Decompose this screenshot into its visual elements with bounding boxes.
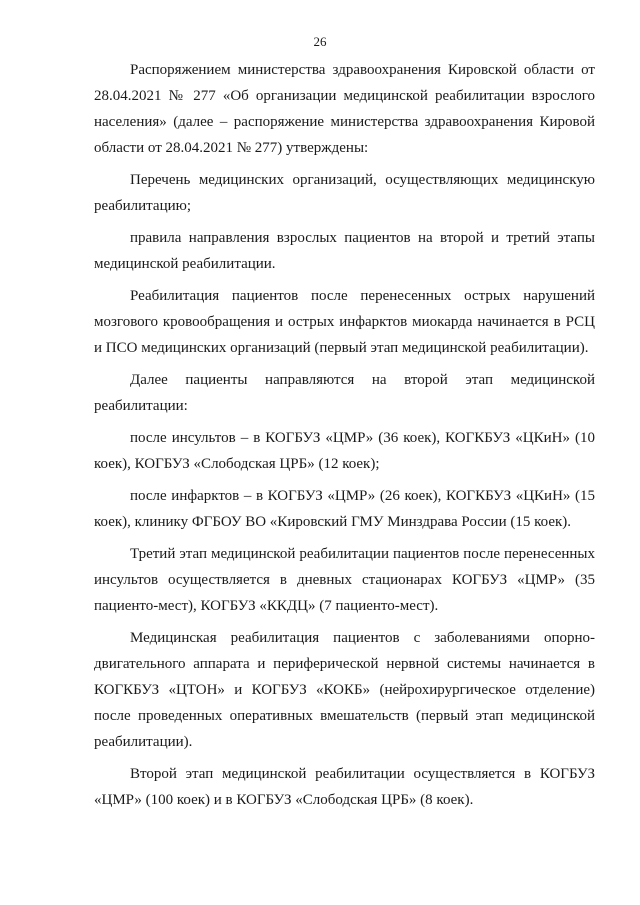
paragraph-after-strokes: после инсультов – в КОГБУЗ «ЦМР» (36 коек), КОГКБУЗ «ЦКиН» (10 коек), КОГБУЗ «Слободская ЦРБ» (12 коек); bbox=[94, 430, 595, 472]
paragraph-third-stage: Третий этап медицинской реабилитации пациентов после перенесенных инсультов осуществляется в дневных стационарах КОГБУЗ «ЦМР» (35 пациенто-мест), КОГБУЗ «ККДЦ» (7 пациенто-мест). bbox=[94, 546, 595, 614]
paragraph-second-stage-beds: Второй этап медицинской реабилитации осуществляется в КОГБУЗ «ЦМР» (100 коек) и в КОГБУЗ «Слободская ЦРБ» (8 коек). bbox=[94, 766, 595, 808]
page-number: 26 bbox=[313, 34, 327, 49]
paragraph-list-organizations: Перечень медицинских организаций, осуществляющих медицинскую реабилитацию; bbox=[94, 172, 595, 214]
paragraph-referral-rules: правила направления взрослых пациентов на второй и третий этапы медицинской реабилитации. bbox=[94, 230, 595, 272]
document-body bbox=[94, 57, 595, 819]
paragraph-order-approved: Распоряжением министерства здравоохранения Кировской области от 28.04.2021 № 277 «Об организации медицинской реабилитации взрослого населения» (далее – распоряжение министерства здравоохранения Кировой области от 28.04.2021 № 277) утверждены: bbox=[94, 62, 595, 156]
paragraph-first-stage: Реабилитация пациентов после перенесенных острых нарушений мозгового кровообращения и острых инфарктов миокарда начинается в РСЦ и ПСО медицинских организаций (первый этап медицинской реабилитации). bbox=[94, 288, 595, 356]
paragraph-musculoskeletal: Медицинская реабилитация пациентов с заболеваниями опорно-двигательного аппарата и периферической нервной системы начинается в КОГКБУЗ «ЦТОН» и КОГБУЗ «КОКБ» (нейрохирургическое отделение) после проведенных оперативных вмешательств (первый этап медицинской реабилитации). bbox=[94, 630, 595, 750]
paragraph-after-infarctions: после инфарктов – в КОГБУЗ «ЦМР» (26 коек), КОГКБУЗ «ЦКиН» (15 коек), клинику ФГБОУ ВО «Кировский ГМУ Минздрава России (15 коек). bbox=[94, 488, 595, 530]
paragraph-second-stage-intro: Далее пациенты направляются на второй этап медицинской реабилитации: bbox=[94, 372, 595, 414]
